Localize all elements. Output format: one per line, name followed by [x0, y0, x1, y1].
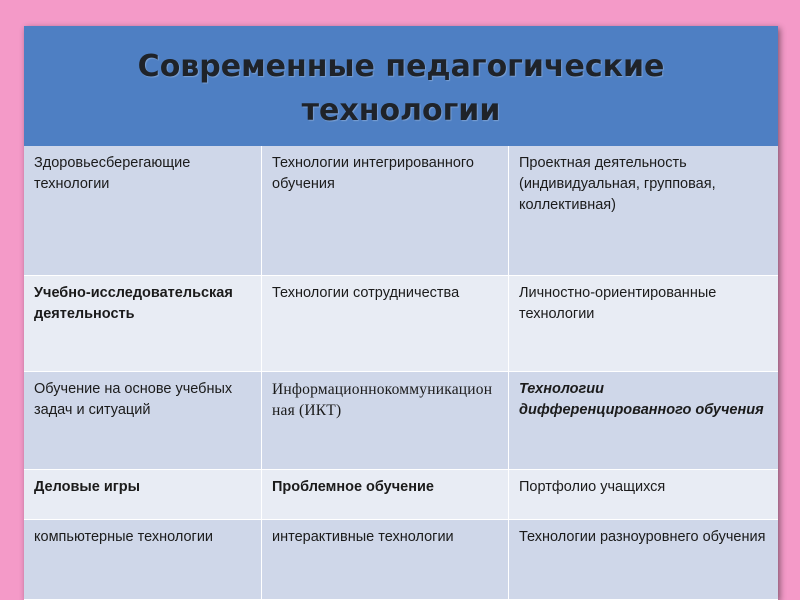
table-cell-r4-c1: Деловые игры	[24, 470, 262, 520]
table-cell-r2-c1: Учебно-исследовательская деятельность	[24, 276, 262, 372]
table-cell-r4-c2: Проблемное обучение	[262, 470, 509, 520]
table-cell-r1-c2: Технологии интегрированного обучения	[262, 146, 509, 276]
table-cell-r3-c2: Информационнокоммуникационная (ИКТ)	[262, 372, 509, 470]
slide-title: Современные педагогические технологии	[137, 49, 665, 128]
table-header	[24, 26, 778, 146]
table-cell-r3-c1: Обучение на основе учебных задач и ситуаций	[24, 372, 262, 470]
table-cell-r1-c3: Проектная деятельность (индивидуальная, групповая, коллективная)	[509, 146, 778, 276]
table-cell-r5-c2: интерактивные технологии	[262, 520, 509, 600]
slide	[24, 26, 778, 600]
table-cell-r5-c1: компьютерные технологии	[24, 520, 262, 600]
table-cell-r2-c3: Личностно-ориентированные технологии	[509, 276, 778, 372]
technology-table	[24, 146, 778, 600]
table-cell-r2-c2: Технологии сотрудничества	[262, 276, 509, 372]
table-cell-r4-c3: Портфолио учащихся	[509, 470, 778, 520]
table-cell-r3-c3: Технологии дифференцированного обучения	[509, 372, 778, 470]
table-cell-r5-c3: Технологии разноуровнего обучения	[509, 520, 778, 600]
table-cell-r1-c1: Здоровьесберегающие технологии	[24, 146, 262, 276]
